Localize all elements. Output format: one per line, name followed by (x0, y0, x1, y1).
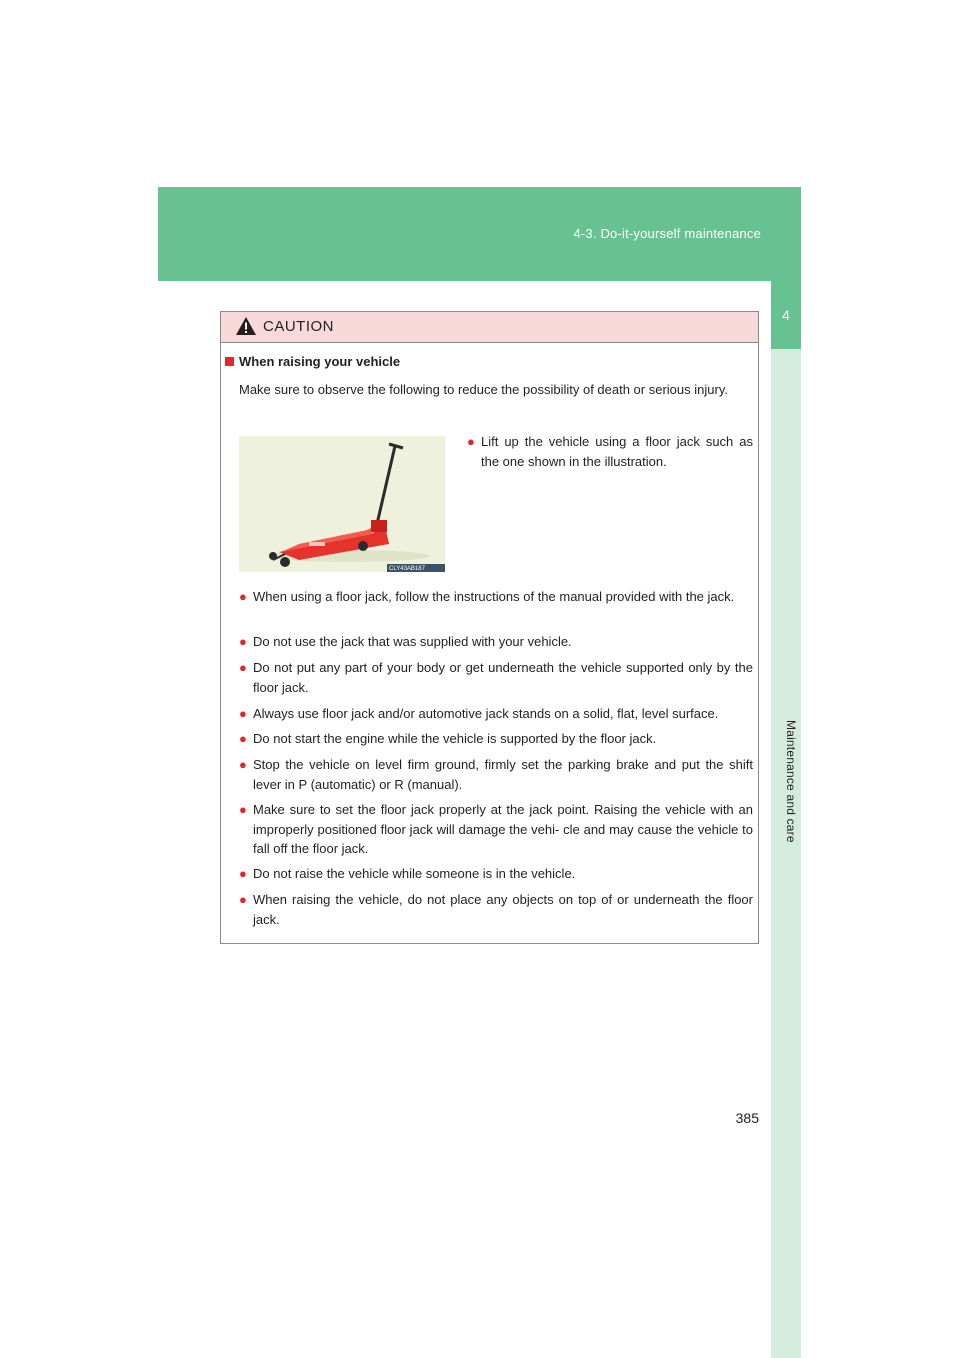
caution-bullet-6: ● Stop the vehicle on level firm ground, firmly set the parking brake and put the shift lever in P (automatic) or R (manual). (239, 757, 753, 792)
bullet-dot-icon: ● (239, 706, 247, 721)
bullet-dot-icon: ● (239, 757, 247, 772)
figure-code: CLY43AB187 (389, 566, 425, 572)
bullet-dot-icon: ● (239, 634, 247, 649)
caution-bullet-5: ● Do not start the engine while the vehicle is supported by the floor jack. (239, 729, 753, 749)
chapter-number: 4 (782, 307, 790, 323)
chapter-tab (771, 281, 801, 349)
caution-bullet-9: ● When raising the vehicle, do not place any objects on top of or underneath the floor jack. (239, 892, 753, 927)
chapter-label: Maintenance and care (784, 720, 798, 843)
section-header-band (158, 187, 801, 281)
heading-text: When raising your vehicle (239, 354, 401, 369)
caution-header (221, 312, 758, 343)
bullet-dot-icon: ● (239, 589, 247, 604)
caution-bullet-1: ● When using a floor jack, follow the instructions of the manual provided with the jack. (239, 587, 753, 607)
caution-bullet-4: ● Always use floor jack and/or automotive jack stands on a solid, flat, level surface. (239, 704, 753, 724)
bullet-dot-icon: ● (239, 866, 247, 881)
caution-bullet-7: ● Make sure to set the floor jack properly at the jack point. Raising the vehicle with an improperly positioned floor jack will damage the vehi- cle and may cause the vehicle to fall off the floor jack. (239, 802, 753, 856)
caution-bullet-8: ● Do not raise the vehicle while someone is in the vehicle. (239, 864, 753, 884)
caution-intro: Make sure to observe the following to reduce the possibility of death or serious injury. (239, 382, 728, 397)
caution-bullet-3: ● Do not put any part of your body or get underneath the vehicle supported only by the floor jack. (239, 660, 753, 695)
caution-heading (225, 354, 400, 369)
warning-icon (236, 317, 256, 335)
caution-box (220, 311, 759, 944)
bullet-dot-icon: ● (239, 660, 247, 675)
caution-bullet-2: ● Do not use the jack that was supplied with your vehicle. (239, 632, 753, 652)
bullet-dot-icon: ● (239, 892, 247, 907)
bullet-dot-icon: ● (239, 802, 247, 817)
floor-jack-illustration (239, 436, 445, 572)
heading-square-icon (225, 357, 234, 366)
caution-title: CAUTION (263, 318, 334, 335)
figure-caption: ● Lift up the vehicle using a floor jack such as the one shown in the illustration. (467, 434, 753, 469)
bullet-dot-icon: ● (467, 434, 475, 449)
page-number: 385 (735, 1110, 759, 1126)
section-title: 4-3. Do-it-yourself maintenance (573, 226, 761, 241)
bullet-dot-icon: ● (239, 731, 247, 746)
